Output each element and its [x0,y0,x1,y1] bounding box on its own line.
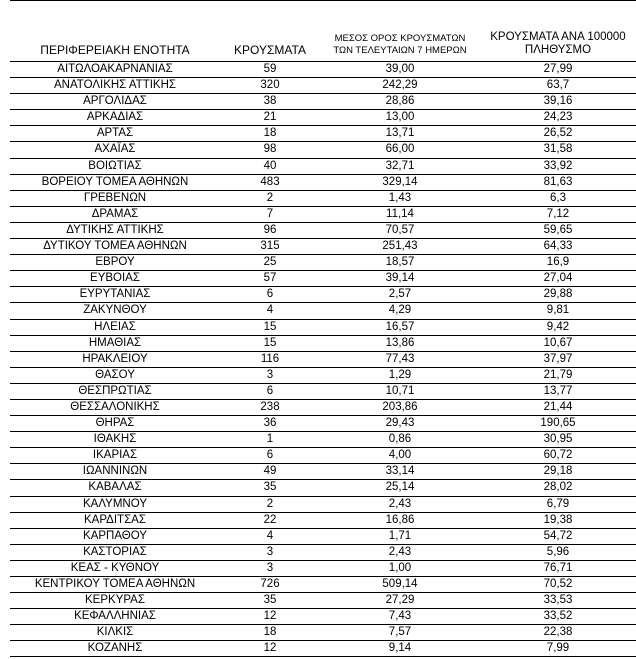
cell-cases: 4 [266,529,274,542]
cell-cases: 25 [263,256,277,269]
cell-cases: 22 [263,513,277,526]
table-row [10,513,636,529]
cell-region: ΚΑΡΔΙΤΣΑΣ [84,513,146,526]
table-row [10,320,636,336]
cell-cases-per-100000: 16,9 [546,256,570,269]
cell-cases-per-100000: 26,52 [543,127,573,140]
table-row [10,94,636,110]
table-row [10,625,636,641]
cell-cases-per-100000: 33,52 [543,610,573,623]
cell-seven-day-average: 70,57 [385,223,415,236]
cell-seven-day-average: 2,57 [388,288,412,301]
cell-seven-day-average: 242,29 [382,79,418,92]
cell-seven-day-average: 10,71 [385,384,415,397]
cell-region: ΑΧΑΪΑΣ [94,143,136,156]
cell-region: ΚΕΡΚΥΡΑΣ [85,594,145,607]
cell-seven-day-average: 13,71 [385,127,415,140]
cell-cases-per-100000: 6,3 [550,191,566,204]
cell-region: ΚΙΛΚΙΣ [96,626,134,639]
cell-cases: 116 [260,352,280,365]
cell-region: ΑΝΑΤΟΛΙΚΗΣ ΑΤΤΙΚΗΣ [53,79,176,92]
table-row [10,303,636,319]
cell-cases-per-100000: 9,42 [546,320,570,333]
header-seven-day-average [320,33,480,57]
cell-seven-day-average: 0,86 [388,433,412,446]
cell-region: ΚΑΣΤΟΡΙΑΣ [83,545,147,558]
cell-region: ΗΜΑΘΙΑΣ [88,336,142,349]
cell-region: ΑΙΤΩΛΟΑΚΑΡΝΑΝΙΑΣ [57,63,173,75]
table-row [10,432,636,448]
cell-seven-day-average: 13,86 [385,336,415,349]
cell-region: ΚΕΝΤΡΙΚΟΥ ΤΟΜΕΑ ΑΘΗΝΩΝ [34,578,196,590]
header-per-line-1: ΚΡΟΥΣΜΑΤΑ ΑΝΑ 100000 [490,31,626,43]
cell-cases: 38 [263,95,277,108]
cell-cases: 2 [266,497,274,510]
cell-region: ΚΑΡΠΑΘΟΥ [83,529,147,542]
cell-cases: 726 [260,578,280,590]
table-row [10,159,636,175]
cell-cases-per-100000: 70,52 [543,578,573,590]
cell-seven-day-average: 1,71 [388,529,412,542]
cell-cases: 320 [260,79,280,92]
cell-region: ΚΕΦΑΛΛΗΝΙΑΣ [74,610,156,623]
table-row [10,207,636,223]
cell-cases: 98 [263,143,277,156]
cell-seven-day-average: 251,43 [382,240,418,253]
table-row [10,497,636,513]
cell-region: ΕΥΡΥΤΑΝΙΑΣ [79,288,151,301]
table-row [10,529,636,545]
cell-cases: 12 [263,610,277,623]
cell-seven-day-average: 4,29 [388,304,412,317]
cell-seven-day-average: 7,43 [388,610,412,623]
table-row [10,480,636,496]
header-per-line-2: ΠΛΗΘΥΣΜΟ [524,44,592,56]
cell-seven-day-average: 29,43 [385,417,415,430]
cell-seven-day-average: 9,14 [388,642,412,655]
cell-region: ΔΥΤΙΚΟΥ ΤΟΜΕΑ ΑΘΗΝΩΝ [43,240,187,253]
cell-region: ΙΚΑΡΙΑΣ [92,449,138,462]
cell-seven-day-average: 7,57 [388,626,412,639]
cell-cases-per-100000: 7,99 [546,642,570,655]
cell-seven-day-average: 32,71 [385,159,415,172]
cell-seven-day-average: 329,14 [382,175,418,188]
header-avg-line-2: ΤΩΝ ΤΕΛΕΥΤΑΙΩΝ 7 ΗΜΕΡΩΝ [333,45,467,56]
cell-cases-per-100000: 6,79 [546,497,570,510]
cell-seven-day-average: 39,14 [385,272,415,285]
cell-cases-per-100000: 60,72 [543,449,573,462]
table-row [10,142,636,158]
cases-table [10,0,636,657]
cell-region: ΓΡΕΒΕΝΩΝ [83,191,147,204]
cell-cases: 15 [263,336,277,349]
cell-cases-per-100000: 29,88 [543,288,573,301]
cell-region: ΚΑΛΥΜΝΟΥ [83,497,147,510]
cell-cases: 238 [260,400,280,413]
table-row [10,577,636,593]
cell-cases-per-100000: 27,04 [543,272,573,285]
cell-cases-per-100000: 28,02 [543,481,573,494]
cell-cases-per-100000: 64,33 [543,240,573,253]
cell-cases-per-100000: 27,99 [543,63,573,75]
table-row [10,239,636,255]
cell-cases: 6 [266,449,274,462]
table-row [10,78,636,94]
cell-cases-per-100000: 29,18 [543,465,573,478]
cell-seven-day-average: 66,00 [385,143,415,156]
cell-cases-per-100000: 5,96 [546,545,570,558]
cell-cases: 6 [266,384,274,397]
table-row [10,561,636,577]
cell-region: ΚΕΑΣ - ΚΥΘΝΟΥ [70,561,160,574]
cell-seven-day-average: 2,43 [388,497,412,510]
cell-cases: 315 [260,240,280,253]
cell-region: ΚΟΖΑΝΗΣ [87,642,143,655]
cell-cases-per-100000: 39,16 [543,95,573,108]
cell-region: ΕΒΡΟΥ [95,256,135,269]
cell-cases-per-100000: 81,63 [543,175,573,188]
cell-cases-per-100000: 33,53 [543,594,573,607]
cell-cases: 21 [263,111,277,124]
cell-region: ΖΑΚΥΝΘΟΥ [83,304,147,317]
cell-cases: 18 [263,127,277,140]
cell-cases-per-100000: 9,81 [546,304,570,317]
cell-cases: 3 [266,545,274,558]
table-row [10,191,636,207]
cell-cases-per-100000: 24,23 [543,111,573,124]
cell-cases: 35 [263,481,277,494]
cell-cases: 49 [263,465,277,478]
header-cases: ΚΡΟΥΣΜΑΤΑ [234,43,306,57]
cell-cases-per-100000: 190,65 [540,417,576,430]
table-row [10,352,636,368]
cell-cases-per-100000: 37,97 [543,352,573,365]
table-row [10,400,636,416]
table-row [10,448,636,464]
cell-seven-day-average: 203,86 [382,400,418,413]
cell-cases-per-100000: 30,95 [543,433,573,446]
cell-cases-per-100000: 59,65 [543,223,573,236]
cell-cases-per-100000: 31,58 [543,143,573,156]
table-row [10,464,636,480]
cell-cases: 6 [266,288,274,301]
cell-cases: 1 [266,433,274,446]
cell-region: ΙΩΑΝΝΙΝΩΝ [82,465,148,478]
cell-cases: 96 [263,223,277,236]
table-row [10,609,636,625]
cell-seven-day-average: 4,00 [388,449,412,462]
table-row [10,223,636,239]
table-row [10,62,636,78]
cell-seven-day-average: 1,29 [388,368,412,381]
cell-cases: 483 [260,175,280,188]
cell-region: ΑΡΓΟΛΙΔΑΣ [83,95,147,108]
cell-cases: 12 [263,642,277,655]
cell-region: ΔΡΑΜΑΣ [91,207,139,220]
table-row [10,110,636,126]
cell-cases: 3 [266,561,274,574]
cell-region: ΑΡΤΑΣ [96,127,134,140]
cell-cases: 36 [263,417,277,430]
cell-cases: 35 [263,594,277,607]
cell-cases-per-100000: 19,38 [543,513,573,526]
table-row [10,593,636,609]
table-row [10,287,636,303]
cell-cases-per-100000: 7,12 [546,207,570,220]
cell-seven-day-average: 1,43 [388,191,412,204]
cell-cases-per-100000: 21,79 [543,368,573,381]
cell-cases-per-100000: 22,38 [543,626,573,639]
cell-region: ΘΕΣΣΑΛΟΝΙΚΗΣ [70,400,160,413]
cell-cases: 4 [266,304,274,317]
table-header [10,0,636,62]
cell-region: ΒΟΡΕΙΟΥ ΤΟΜΕΑ ΑΘΗΝΩΝ [41,175,189,188]
table-row [10,175,636,191]
table-row [10,126,636,142]
cell-seven-day-average: 18,57 [385,256,415,269]
cell-seven-day-average: 13,00 [385,111,415,124]
table-row [10,271,636,287]
cell-seven-day-average: 39,00 [385,63,415,75]
cell-region: ΔΥΤΙΚΗΣ ΑΤΤΙΚΗΣ [66,223,164,236]
cell-cases: 2 [266,191,274,204]
table-body [10,62,636,657]
cell-seven-day-average: 16,57 [385,320,415,333]
cell-seven-day-average: 2,43 [388,545,412,558]
cell-cases-per-100000: 10,67 [543,336,573,349]
cell-cases: 7 [266,207,274,220]
cell-cases: 18 [263,626,277,639]
cell-region: ΘΕΣΠΡΩΤΙΑΣ [78,384,152,397]
header-region: ΠΕΡΙΦΕΡΕΙΑΚΗ ΕΝΟΤΗΤΑ [40,43,190,57]
cell-region: ΗΡΑΚΛΕΙΟΥ [82,352,148,365]
cell-seven-day-average: 28,86 [385,95,415,108]
cell-seven-day-average: 33,14 [385,465,415,478]
table-row [10,641,636,657]
cell-region: ΗΛΕΙΑΣ [94,320,136,333]
cell-seven-day-average: 25,14 [385,481,415,494]
header-cases-per-100000 [480,31,636,57]
cell-cases-per-100000: 13,77 [543,384,573,397]
cell-cases: 59 [263,63,277,75]
table-row [10,336,636,352]
cell-region: ΒΟΙΩΤΙΑΣ [88,159,142,172]
cell-region: ΘΗΡΑΣ [95,417,135,430]
cell-cases-per-100000: 63,7 [546,79,570,92]
cell-cases-per-100000: 54,72 [543,529,573,542]
table-row [10,368,636,384]
cell-region: ΚΑΒΑΛΑΣ [88,481,142,494]
cell-region: ΘΑΣΟΥ [95,368,135,381]
cell-seven-day-average: 27,29 [385,594,415,607]
cell-region: ΕΥΒΟΙΑΣ [90,272,140,285]
cell-cases: 15 [263,320,277,333]
table-row [10,384,636,400]
cell-cases: 57 [263,272,277,285]
table-row [10,416,636,432]
table-row [10,255,636,271]
cell-cases: 3 [266,368,274,381]
cell-seven-day-average: 509,14 [382,578,418,590]
cell-seven-day-average: 16,86 [385,513,415,526]
cell-cases-per-100000: 33,92 [543,159,573,172]
cell-seven-day-average: 1,00 [388,561,412,574]
cell-seven-day-average: 77,43 [385,352,415,365]
cell-region: ΑΡΚΑΔΙΑΣ [86,111,144,124]
cell-cases: 40 [263,159,277,172]
table-row [10,545,636,561]
cell-cases-per-100000: 76,71 [543,561,573,574]
cell-region: ΙΘΑΚΗΣ [93,433,137,446]
header-avg-line-1: ΜΕΣΟΣ ΟΡΟΣ ΚΡΟΥΣΜΑΤΩΝ [334,33,466,44]
cell-seven-day-average: 11,14 [386,207,414,220]
cell-cases-per-100000: 21,44 [543,400,573,413]
